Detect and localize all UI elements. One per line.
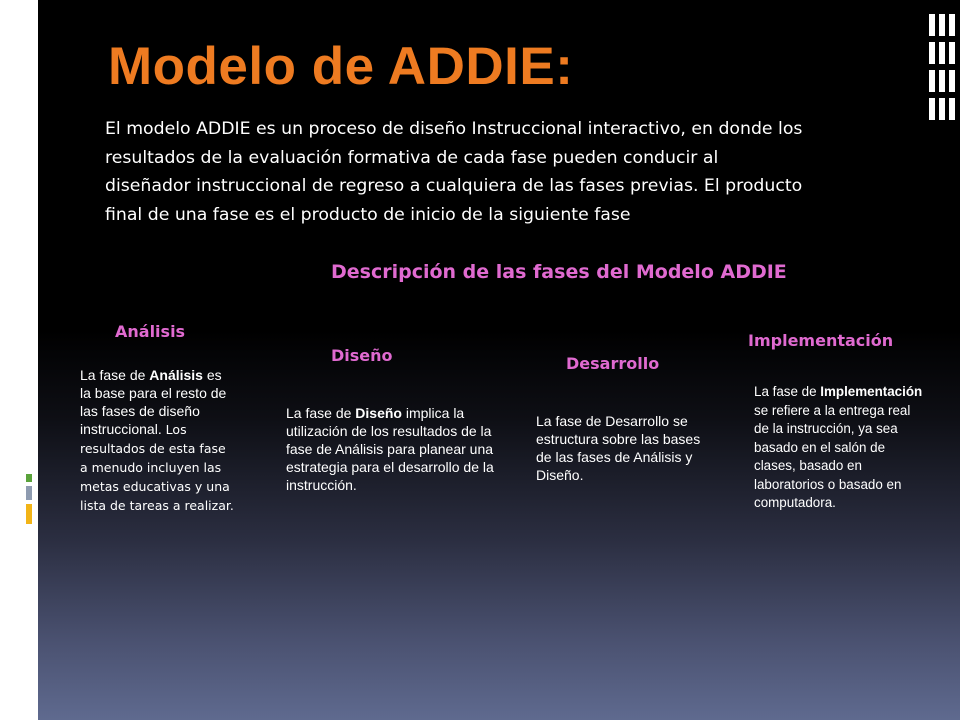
deco-gap (929, 36, 960, 42)
desc-text: es la base para el resto de las fases de diseño instruccional. (80, 367, 227, 437)
desc-bold: Diseño (355, 405, 402, 421)
slide-background (38, 0, 960, 720)
desc-text: implica la utilización de los resultados de la fase de Análisis para planear una estrategia para el desarrollo de la instrucción. (286, 405, 494, 493)
phase-desc-desarrollo: La fase de Desarrollo se estructura sobre las bases de las fases de Análisis y Diseño. (536, 413, 701, 483)
phase-desc-implementacion (754, 383, 926, 513)
deco-bar-gray (26, 486, 32, 500)
deco-gap (929, 64, 960, 70)
slide-title: Modelo de ADDIE: (108, 37, 574, 96)
desc-bold: Implementación (820, 384, 923, 399)
decorative-squares-top-right (929, 14, 960, 120)
phase-label-analisis: Análisis (115, 322, 186, 341)
phase-label-desarrollo: Desarrollo (566, 354, 660, 373)
desc-text: La fase de (754, 384, 821, 399)
phase-label-implementacion: Implementación (748, 331, 894, 350)
deco-bar-green (26, 474, 32, 482)
desc-small-text: Los resultados de esta fase a menudo incluyen las metas educativas y una lista de tareas a realizar. (80, 422, 234, 513)
decorative-bars-left (26, 474, 34, 720)
deco-bar-white (26, 530, 32, 720)
desc-text: se refiere a la entrega real de la instrucción, ya sea basado en el salón de clases, basado en laboratorios o basado en computadora. (754, 402, 911, 510)
desc-bold: Análisis (149, 367, 203, 383)
deco-bar-yellow (26, 504, 32, 524)
intro-paragraph: El modelo ADDIE es un proceso de diseño Instruccional interactivo, en donde los resultados de la evaluación formativa de cada fase pueden conducir al diseñador instruccional de regreso a cualquiera de las fases previas. El producto final de una fase es el producto de inicio de la siguiente fase (105, 119, 803, 225)
desc-text: La fase de (80, 367, 150, 383)
phase-desc-analisis (80, 366, 235, 515)
phase-label-diseno: Diseño (331, 346, 393, 365)
deco-gap (929, 92, 960, 98)
phase-desc-diseno (286, 404, 494, 494)
phases-subtitle: Descripción de las fases del Modelo ADDIE (331, 261, 787, 283)
desc-text: La fase de (286, 405, 356, 421)
